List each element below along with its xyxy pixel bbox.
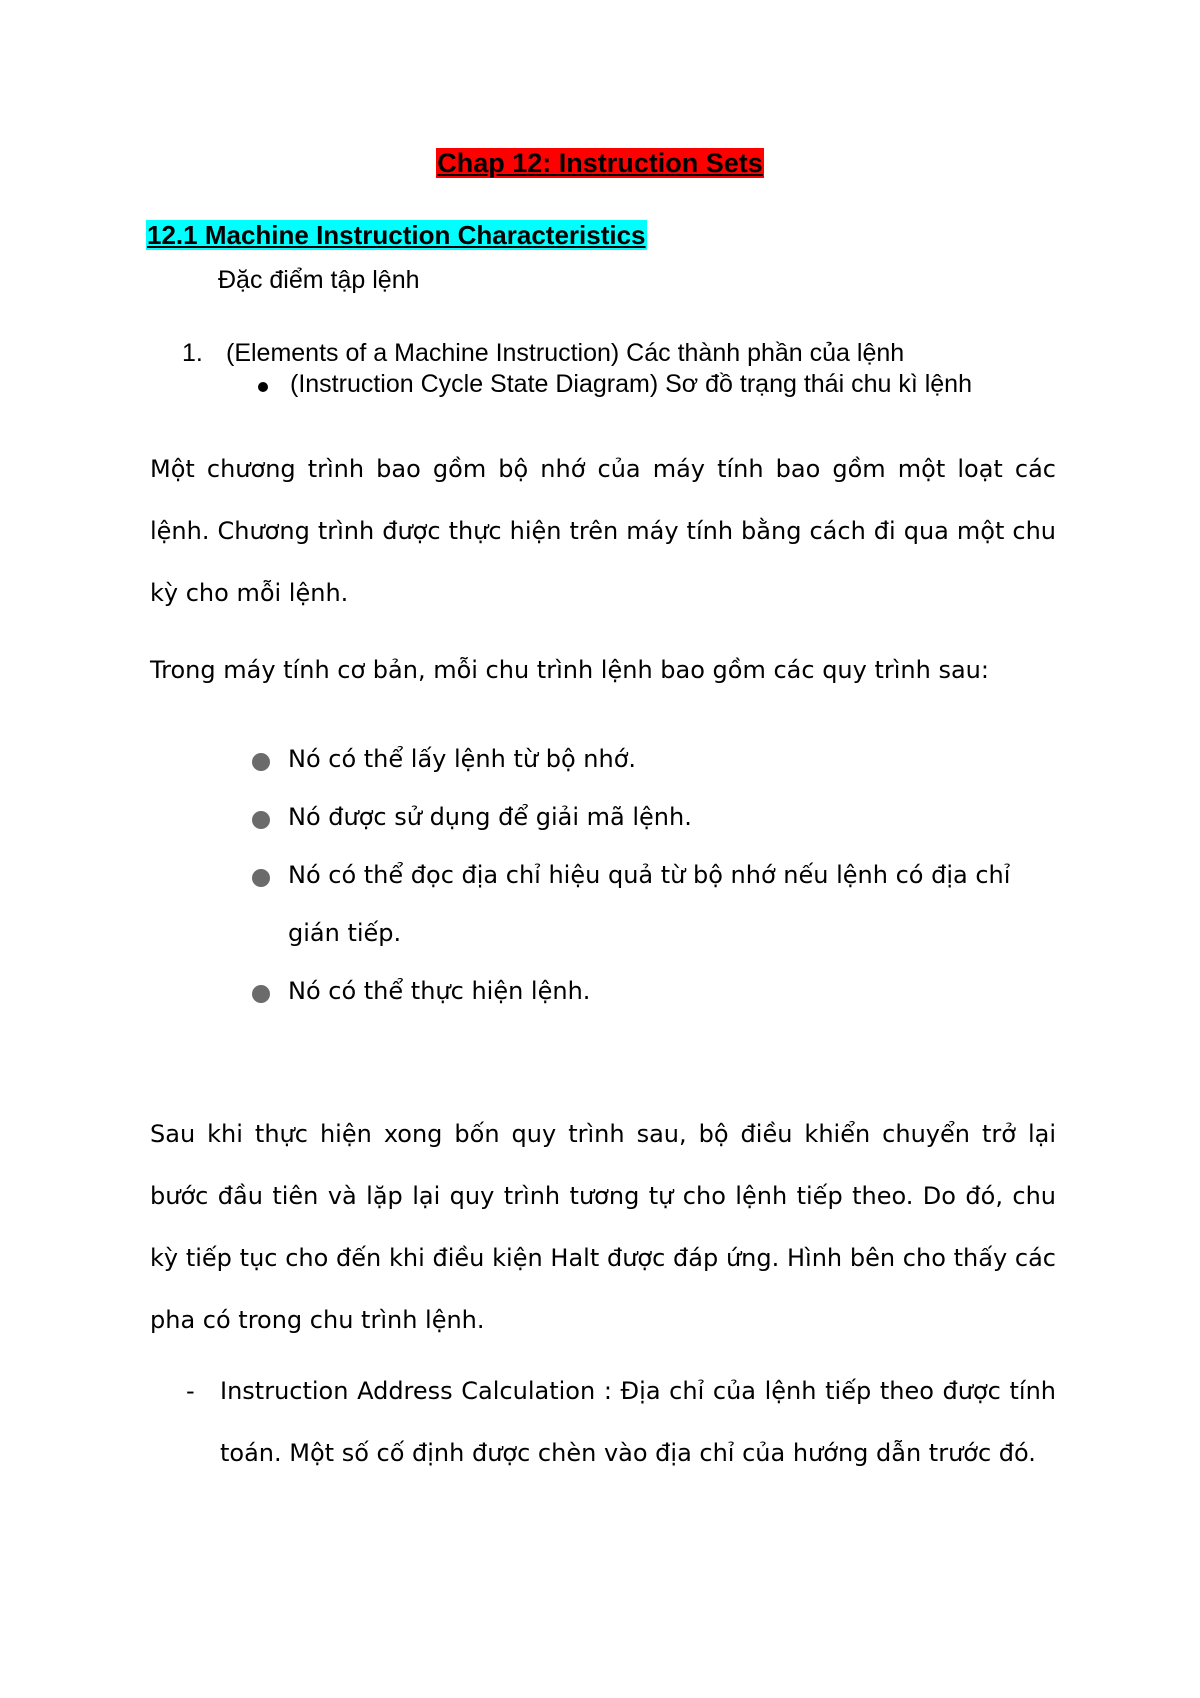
bullet-dot-icon (258, 382, 268, 392)
bullet-dot-icon (252, 869, 270, 887)
list-item (248, 788, 1058, 846)
list-number: 1. (182, 339, 203, 367)
dash-item-text: Instruction Address Calculation : Địa chỉ của lệnh tiếp theo được tính toán. Một số cố định được chèn vào địa chỉ của hướng dẫn trước đó. (220, 1377, 1056, 1467)
section-subtitle: Đặc điểm tập lệnh (218, 266, 420, 294)
list-item-text: Nó được sử dụng để giải mã lệnh. (288, 803, 692, 831)
paragraph-program-intro: Một chương trình bao gồm bộ nhớ của máy tính bao gồm một loạt các lệnh. Chương trình được thực hiện trên máy tính bằng cách đi qua một chu kỳ cho mỗi lệnh. (150, 455, 1056, 607)
list-item-text: Nó có thể lấy lệnh từ bộ nhớ. (288, 745, 637, 773)
bullet-dot-icon (252, 753, 270, 771)
section-title-text: 12.1 Machine Instruction Characteristics (147, 220, 646, 250)
section-title (146, 217, 647, 253)
list-item (248, 730, 1058, 788)
chapter-title (0, 144, 1200, 182)
bullet-dot-icon (252, 811, 270, 829)
dash-marker: - (186, 1377, 195, 1405)
bullet-dot-icon (252, 985, 270, 1003)
paragraph-cycle-repeat: Sau khi thực hiện xong bốn quy trình sau, bộ điều khiển chuyển trở lại bước đầu tiên và lặp lại quy trình tương tự cho lệnh tiếp theo. Do đó, chu kỳ tiếp tục cho đến khi điều kiện Halt được đáp ứng. Hình bên cho thấy các pha có trong chu trình lệnh. (150, 1120, 1056, 1334)
sub-bullet-text: (Instruction Cycle State Diagram) Sơ đồ trạng thái chu kì lệnh (290, 370, 972, 398)
list-item (248, 846, 1058, 962)
list-item-text: Nó có thể đọc địa chỉ hiệu quả từ bộ nhớ nếu lệnh có địa chỉ gián tiếp. (288, 861, 1011, 947)
list-item-text: (Elements of a Machine Instruction) Các thành phần của lệnh (226, 339, 905, 367)
list-item-text: Nó có thể thực hiện lệnh. (288, 977, 591, 1005)
dash-list-item (150, 1360, 1056, 1484)
cycle-steps-list (248, 730, 1058, 1020)
paragraph-cycle-intro: Trong máy tính cơ bản, mỗi chu trình lệnh bao gồm các quy trình sau: (150, 656, 989, 684)
chapter-title-text: Chap 12: Instruction Sets (437, 148, 763, 178)
ordered-list-item (182, 336, 904, 370)
list-item (248, 962, 1058, 1020)
